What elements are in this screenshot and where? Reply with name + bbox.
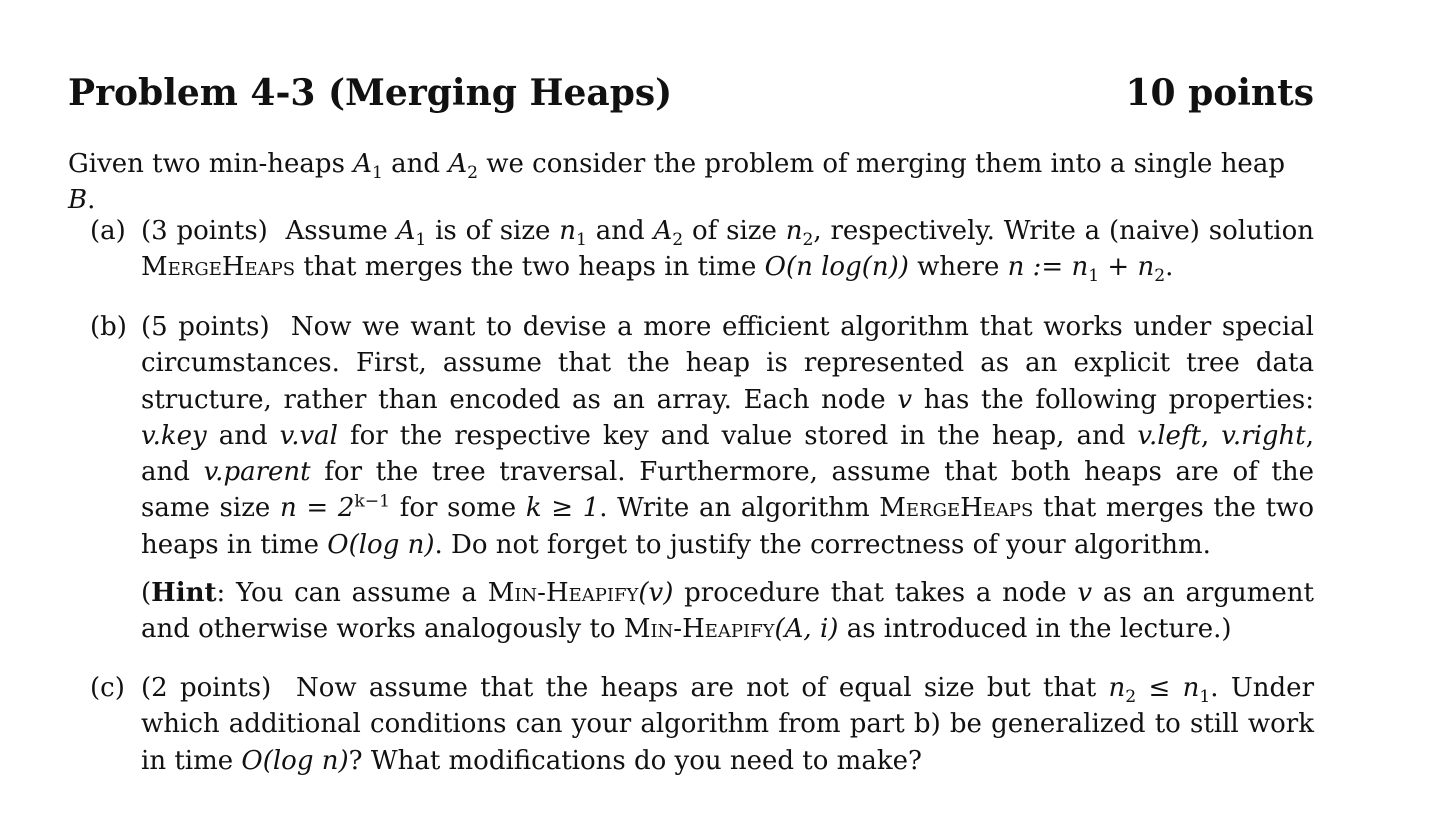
part-text: Assume bbox=[285, 216, 397, 246]
part-c-body bbox=[141, 670, 1314, 779]
part-text: where bbox=[908, 252, 1008, 283]
part-text: ? What modifications do you need to make? bbox=[348, 745, 922, 776]
problem-intro bbox=[68, 146, 1314, 218]
part-text: has the following properties: bbox=[912, 384, 1315, 415]
math-complexity: O(log n) bbox=[241, 745, 349, 776]
part-label: (b) bbox=[90, 312, 127, 342]
part-text: , and bbox=[141, 420, 1314, 488]
hint-text: as an argument and otherwise works analogously to bbox=[141, 578, 1315, 645]
problem-header bbox=[68, 72, 1314, 114]
hint-text: : You can assume a bbox=[216, 578, 488, 609]
math-condition: k ≥ 1 bbox=[525, 493, 600, 524]
math-n2: n bbox=[785, 216, 803, 246]
math-v-val: v.val bbox=[279, 420, 338, 451]
math-sub: 2 bbox=[1125, 687, 1137, 708]
part-text: for some bbox=[390, 493, 526, 524]
part-a bbox=[90, 213, 1314, 286]
math-a1: A bbox=[353, 149, 372, 179]
math-a1-sub: 1 bbox=[371, 163, 383, 184]
part-points: (3 points) bbox=[141, 216, 268, 246]
part-b bbox=[90, 309, 1314, 648]
part-points: (5 points) bbox=[141, 312, 270, 342]
part-a-body bbox=[141, 213, 1314, 286]
part-text: . Do not forget to justify the correctness of your algorithm. bbox=[434, 529, 1211, 560]
procedure-name: Min-Heapify bbox=[623, 614, 775, 645]
math-v: v bbox=[1077, 578, 1093, 609]
math-plus-n: + n bbox=[1099, 252, 1155, 283]
problem-points: 10 points bbox=[1125, 72, 1314, 114]
math-v-parent: v.parent bbox=[203, 457, 311, 488]
hint-text: procedure that takes a node bbox=[673, 578, 1078, 609]
math-a2: A bbox=[448, 149, 468, 179]
hint-label: Hint bbox=[151, 578, 217, 609]
math-sub: 1 bbox=[1199, 687, 1211, 708]
math-b: B bbox=[68, 185, 88, 215]
math-exponent: k−1 bbox=[354, 491, 391, 512]
math-arg: (v) bbox=[638, 578, 674, 609]
part-text: that merges the two heaps in time bbox=[295, 252, 765, 283]
part-text: , respectively. Write a (naive) solution bbox=[813, 216, 1314, 246]
problem-title: Problem 4-3 (Merging Heaps) bbox=[68, 72, 673, 114]
part-c bbox=[90, 670, 1314, 779]
function-name: MergeHeaps bbox=[879, 493, 1034, 524]
math-arg: (A, i) bbox=[774, 614, 839, 645]
part-text: and bbox=[206, 420, 280, 451]
intro-text: Given two min-heaps bbox=[68, 149, 354, 179]
math-complexity: O(log n) bbox=[327, 529, 435, 560]
math-sub: 1 bbox=[1088, 266, 1100, 287]
part-label: (c) bbox=[90, 673, 125, 703]
hint-text: ( bbox=[141, 578, 152, 609]
part-b-paragraph bbox=[141, 309, 1314, 563]
math-v-key: v.key bbox=[141, 420, 207, 451]
math-a1-sub: 1 bbox=[415, 230, 427, 251]
part-points: (2 points) bbox=[141, 673, 272, 703]
math-n1: n bbox=[559, 216, 577, 246]
function-name: MergeHeaps bbox=[141, 252, 296, 283]
part-text: for the respective key and value stored in the heap, and bbox=[338, 420, 1138, 451]
math-complexity: O(n log(n)) bbox=[764, 252, 909, 283]
math-a2: A bbox=[653, 216, 673, 246]
hint-paragraph bbox=[141, 575, 1314, 648]
part-text: . Write an algorithm bbox=[599, 493, 880, 524]
math-n-definition: n := n bbox=[1007, 252, 1089, 283]
math-v: v bbox=[897, 384, 913, 415]
part-text: of size bbox=[683, 216, 786, 246]
part-text: . bbox=[1165, 252, 1174, 283]
part-b-body bbox=[141, 309, 1314, 648]
procedure-name: Min-Heapify bbox=[487, 578, 639, 609]
hint-text: as introduced in the lecture.) bbox=[838, 614, 1232, 645]
part-text: for the tree traversal. Furthermore, assume that both heaps are of the same size bbox=[141, 457, 1314, 524]
math-size: n = 2 bbox=[279, 493, 355, 524]
math-v-right: v.right bbox=[1221, 420, 1306, 451]
math-leq-n: ≤ n bbox=[1136, 673, 1200, 703]
math-n2-sub: 2 bbox=[802, 230, 814, 251]
math-a1: A bbox=[396, 216, 416, 246]
intro-text: . bbox=[87, 185, 96, 215]
part-text: Now assume that the heaps are not of equal size but that bbox=[295, 673, 1109, 703]
part-text: Now we want to devise a more efficient algorithm that works under special circumstances. First, assume that the heap is represented as an explicit tree data structure, rather than encoded as an array. Each node bbox=[141, 312, 1315, 415]
math-n: n bbox=[1108, 673, 1126, 703]
intro-text: and bbox=[382, 149, 449, 179]
math-v-left: v.left bbox=[1137, 420, 1201, 451]
part-text: is of size bbox=[426, 216, 560, 246]
math-a2-sub: 2 bbox=[467, 163, 479, 184]
part-text: , bbox=[1201, 420, 1222, 451]
part-text: . Under which additional conditions can your algorithm from part b) be generalized to still work in time bbox=[141, 673, 1314, 776]
math-sub: 2 bbox=[1154, 266, 1166, 287]
part-text: and bbox=[586, 216, 654, 246]
part-label: (a) bbox=[90, 216, 126, 246]
part-text: that merges the two heaps in time bbox=[141, 493, 1314, 560]
intro-text: we consider the problem of merging them into a single heap bbox=[478, 149, 1285, 179]
math-n1-sub: 1 bbox=[576, 230, 587, 251]
math-a2-sub: 2 bbox=[672, 230, 684, 251]
